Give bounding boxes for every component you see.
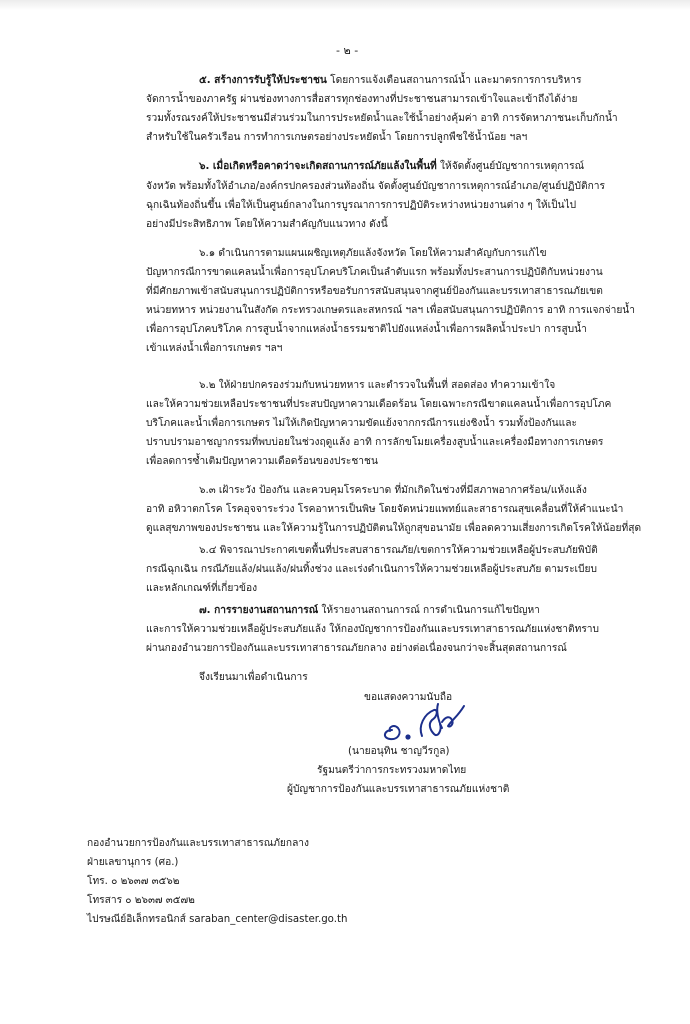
item-6-2-line-4: ปราบปรามอาชญากรรมที่พบบ่อยในช่วงฤดูแล้ง อาทิ การลักขโมยเครื่องสูบน้ำและเครื่องมือทางการเกษตร (146, 437, 604, 448)
item-6-1-line-1: ๖.๑ ดำเนินการตามแผนเผชิญเหตุภัยแล้งจังหวัด โดยให้ความสำคัญกับการแก้ไข (199, 248, 547, 259)
contact-unit: ฝ่ายเลขานุการ (ศอ.) (87, 857, 179, 868)
item-6-2-line-1: ๖.๒ ให้ฝ่ายปกครองร่วมกับหน่วยทหาร และตำรวจในพื้นที่ สอดส่อง ทำความเข้าใจ (199, 380, 556, 391)
item-5-line-4: สำหรับใช้ในครัวเรือน การทำการเกษตรอย่างประหยัดน้ำ โดยการปลูกพืชใช้น้ำน้อย ฯลฯ (146, 132, 528, 143)
item-6-4-line-3: และหลักเกณฑ์ที่เกี่ยวข้อง (146, 583, 258, 594)
item-6-3-line-1: ๖.๓ เฝ้าระวัง ป้องกัน และควบคุมโรคระบาด ที่มักเกิดในช่วงที่มีสภาพอากาศร้อน/แห้งแล้ง (199, 485, 587, 496)
signature-stroke-4 (442, 706, 464, 727)
item-6-1-line-4: หน่วยทหาร หน่วยงานในสังกัด กระทรวงเกษตรและสหกรณ์ ฯลฯ เพื่อสนับสนุนการปฏิบัติการ อาทิ การแจกจ่ายน้ำ (146, 305, 635, 316)
signature-dot (406, 735, 409, 738)
contact-dept: กองอำนวยการป้องกันและบรรเทาสาธารณภัยกลาง (87, 838, 310, 849)
signer-position-1: รัฐมนตรีว่าการกระทรวงมหาดไทย (317, 765, 467, 776)
signature-stroke-1 (385, 726, 400, 739)
signer-position-2: ผู้บัญชาการป้องกันและบรรเทาสาธารณภัยแห่งชาติ (287, 784, 510, 795)
item-6-1-line-5: เพื่อการอุปโภคบริโภค การสูบน้ำจากแหล่งน้ำธรรมชาติไปยังแหล่งน้ำเพื่อการผลิตน้ำประปา การสูบน้ำ (146, 324, 587, 335)
closing-line: จึงเรียนมาเพื่อดำเนินการ (199, 672, 308, 683)
item-5-line-3: รวมทั้งรณรงค์ให้ประชาชนมีส่วนร่วมในการประหยัดน้ำและใช้น้ำอย่างคุ้มค่า อาทิ การจัดหาภาชนะเก็บกักน้ำ (146, 113, 618, 124)
item-6-2-line-2: และให้ความช่วยเหลือประชาชนที่ประสบปัญหาความเดือดร้อน โดยเฉพาะกรณีขาดแคลนน้ำเพื่อการอุปโภค (146, 399, 612, 410)
page-number: - ๒ - (336, 44, 359, 57)
item-6-line-1: ๖. เมื่อเกิดหรือคาดว่าจะเกิดสถานการณ์ภัยแล้งในพื้นที่ ให้จัดตั้งศูนย์บัญชาการเหตุการณ์ (199, 161, 585, 172)
item-6-1-line-6: เข้าแหล่งน้ำเพื่อการเกษตร ฯลฯ (146, 343, 283, 354)
item-7-line-2: และการให้ความช่วยเหลือผู้ประสบภัยแล้ง ให้กองบัญชาการป้องกันและบรรเทาสาธารณภัยแห่งชาติทราบ (146, 624, 599, 635)
item-6-heading: ๖. เมื่อเกิดหรือคาดว่าจะเกิดสถานการณ์ภัยแล้งในพื้นที่ (199, 161, 437, 172)
item-6-3-line-3: ดูแลสุขภาพของประชาชน และให้ความรู้ในการปฏิบัติตนให้ถูกสุขอนามัย เพื่อลดความเสี่ยงการเกิดโรคให้น้อยที่สุด (146, 523, 642, 534)
item-6-1-line-2: ปัญหากรณีการขาดแคลนน้ำเพื่อการอุปโภคบริโภคเป็นลำดับแรก พร้อมทั้งประสานการปฏิบัติกับหน่วยงาน (146, 267, 603, 278)
item-6-line-4: อย่างมีประสิทธิภาพ โดยให้ความสำคัญกับแนวทาง ดังนี้ (146, 219, 388, 230)
item-6-2-line-3: บริโภคและน้ำเพื่อการเกษตร ไม่ให้เกิดปัญหาความขัดแย้งจากกรณีการแย่งชิงน้ำ รวมทั้งป้องกันและ (146, 418, 577, 429)
item-7-heading: ๗. การรายงานสถานการณ์ (199, 605, 319, 616)
item-6-4-line-2: กรณีฉุกเฉิน กรณีภัยแล้ง/ฝนแล้ง/ฝนทิ้งช่วง และเร่งดำเนินการให้ความช่วยเหลือผู้ประสบภัย ตามระเบียบ (146, 564, 597, 575)
contact-fax: โทรสาร ๐ ๒๖๓๗ ๓๕๗๒ (87, 895, 195, 906)
handwritten-signature (378, 700, 470, 744)
item-6-4-line-1: ๖.๔ พิจารณาประกาศเขตพื้นที่ประสบสาธารณภัย/เขตการให้ความช่วยเหลือผู้ประสบภัยพิบัติ (199, 545, 598, 556)
signer-name: (นายอนุทิน ชาญวีรกูล) (348, 746, 450, 757)
scan-top-edge (0, 0, 690, 10)
item-6-line-3: ฉุกเฉินท้องถิ่นขึ้น เพื่อให้เป็นศูนย์กลางในการบูรณาการการปฏิบัติระหว่างหน่วยงานต่าง ๆ ให้เป็นไป (146, 200, 577, 211)
item-6-2-line-5: เพื่อลดการซ้ำเติมปัญหาความเดือดร้อนของประชาชน (146, 456, 378, 467)
item-5-heading: ๕. สร้างการรับรู้ให้ประชาชน (199, 75, 327, 86)
contact-tel: โทร. ๐ ๒๖๓๗ ๓๕๖๒ (87, 876, 180, 887)
item-6-line-2: จังหวัด พร้อมทั้งให้อำเภอ/องค์กรปกครองส่วนท้องถิ่น จัดตั้งศูนย์บัญชาการเหตุการณ์อำเภอ/ศูนย์ปฏิบัติการ (146, 181, 605, 192)
item-6-3-line-2: อาทิ อหิวาตกโรค โรคอุจจาระร่วง โรคอาหารเป็นพิษ โดยจัดหน่วยแพทย์และสาธารณสุขเคลื่อนที่ให้คำแนะนำ (146, 504, 624, 515)
contact-email: ไปรษณีย์อิเล็กทรอนิกส์ saraban_center@disaster.go.th (87, 914, 348, 925)
item-7-line-1: ๗. การรายงานสถานการณ์ ให้รายงานสถานการณ์ การดำเนินการแก้ไขปัญหา (199, 605, 540, 616)
item-6-1-line-3: ที่มีศักยภาพเข้าสนับสนุนการปฏิบัติการหรือขอรับการสนับสนุนจากศูนย์ป้องกันและบรรเทาสาธารณภัยเขต (146, 286, 603, 297)
item-7-line-3: ผ่านกองอำนวยการป้องกันและบรรเทาสาธารณภัยกลาง อย่างต่อเนื่องจนกว่าจะสิ้นสุดสถานการณ์ (146, 643, 567, 654)
regards-line: ขอแสดงความนับถือ (364, 692, 453, 703)
item-5-line-1: ๕. สร้างการรับรู้ให้ประชาชน โดยการแจ้งเตือนสถานการณ์น้ำ และมาตรการการบริหาร (199, 75, 582, 86)
signature-stroke-3 (437, 704, 442, 728)
item-5-line-2: จัดการน้ำของภาครัฐ ผ่านช่องทางการสื่อสารทุกช่องทางที่ประชาชนสามารถเข้าใจและเข้าถึงได้ง่าย (146, 94, 578, 105)
